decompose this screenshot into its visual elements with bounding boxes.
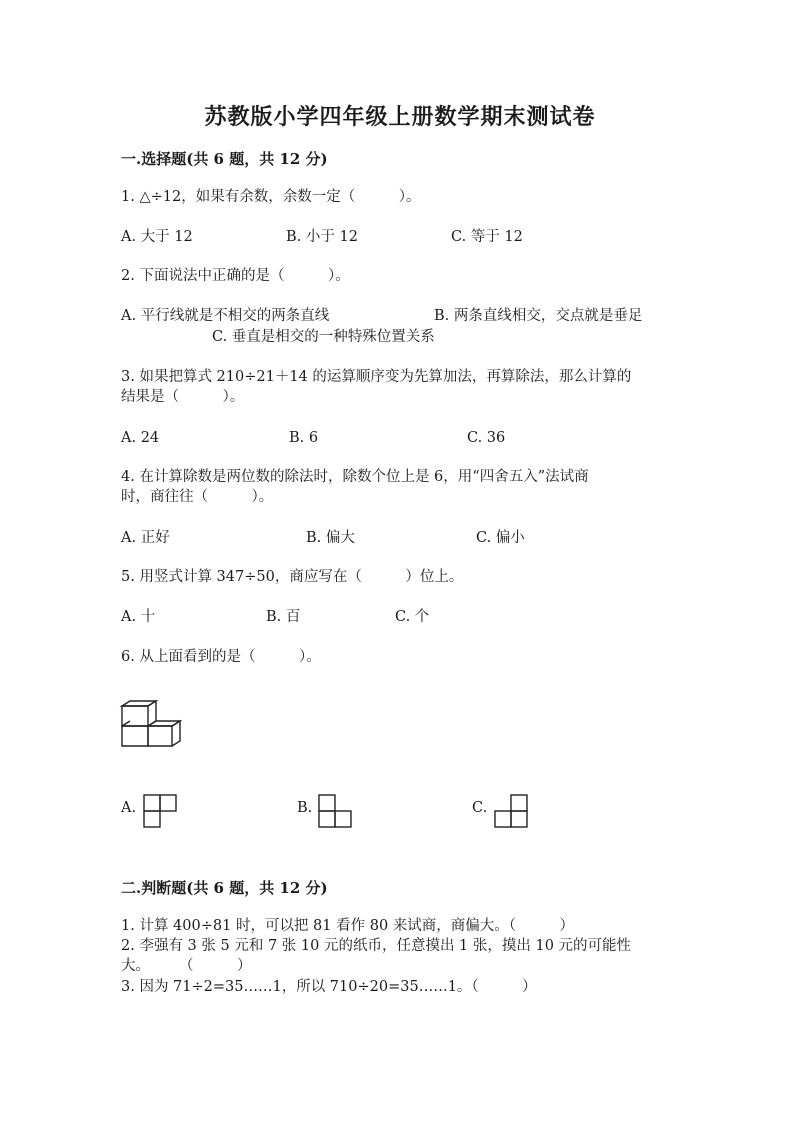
page-title: 苏教版小学四年级上册数学期末测试卷: [204, 104, 596, 130]
question-4-option-b: B. 偏大: [306, 530, 355, 546]
question-6-option-a: A.: [121, 800, 137, 816]
section-heading-choice: 一.选择题(共 6 题，共 12 分): [121, 150, 328, 168]
question-4-stem-line-2: 时，商往往（ ）。: [121, 489, 274, 505]
question-1-option-a: A. 大于 12: [121, 229, 193, 245]
question-5-option-b: B. 百: [266, 609, 301, 625]
question-6-option-b: B.: [297, 800, 313, 816]
question-4-option-c: C. 偏小: [476, 530, 525, 546]
question-2-option-c: C. 垂直是相交的一种特殊位置关系: [212, 329, 435, 345]
question-6-option-c: C.: [472, 800, 488, 816]
judgment-item-3: 3. 因为 71÷2=35……1，所以 710÷20=35……1。（ ）: [121, 979, 537, 995]
question-5-stem: 5. 用竖式计算 347÷50，商应写在（ ）位上。: [121, 569, 464, 585]
question-1-stem: 1. △÷12，如果有余数，余数一定（ ）。: [121, 189, 421, 205]
judgment-item-2-line-2: 大。 （ ）: [121, 958, 252, 974]
question-4-option-a: A. 正好: [121, 530, 170, 546]
question-3-stem-line-1: 3. 如果把算式 210÷21＋14 的运算顺序变为先算加法，再算除法，那么计算的: [121, 369, 632, 385]
question-5-option-a: A. 十: [121, 609, 156, 625]
question-3-option-b: B. 6: [289, 430, 319, 446]
question-3-option-c: C. 36: [467, 430, 506, 446]
judgment-item-2-line-1: 2. 李强有 3 张 5 元和 7 张 10 元的纸币，任意摸出 1 张，摸出 10 元的可能性: [121, 938, 632, 954]
question-1-option-c: C. 等于 12: [451, 229, 523, 245]
view-option-b-icon: [318, 794, 354, 830]
question-2-option-a: A. 平行线就是不相交的两条直线: [121, 308, 330, 324]
judgment-item-1: 1. 计算 400÷81 时，可以把 81 看作 80 来试商，商偏大。（ ）: [121, 918, 575, 934]
question-4-stem-line-1: 4. 在计算除数是两位数的除法时，除数个位上是 6，用“四舍五入”法试商: [121, 469, 589, 485]
section-heading-judgment: 二.判断题(共 6 题，共 12 分): [121, 879, 328, 897]
question-5-option-c: C. 个: [395, 609, 430, 625]
question-3-option-a: A. 24: [121, 430, 160, 446]
question-1-option-b: B. 小于 12: [286, 229, 358, 245]
view-option-a-icon: [143, 794, 179, 830]
question-6-stem: 6. 从上面看到的是（ ）。: [121, 649, 321, 665]
view-option-c-icon: [494, 794, 530, 830]
question-2-option-b: B. 两条直线相交，交点就是垂足: [434, 308, 643, 324]
question-3-stem-line-2: 结果是（ ）。: [121, 389, 245, 405]
cube-stack-figure: [118, 698, 184, 750]
question-2-stem: 2. 下面说法中正确的是（ ）。: [121, 268, 350, 284]
